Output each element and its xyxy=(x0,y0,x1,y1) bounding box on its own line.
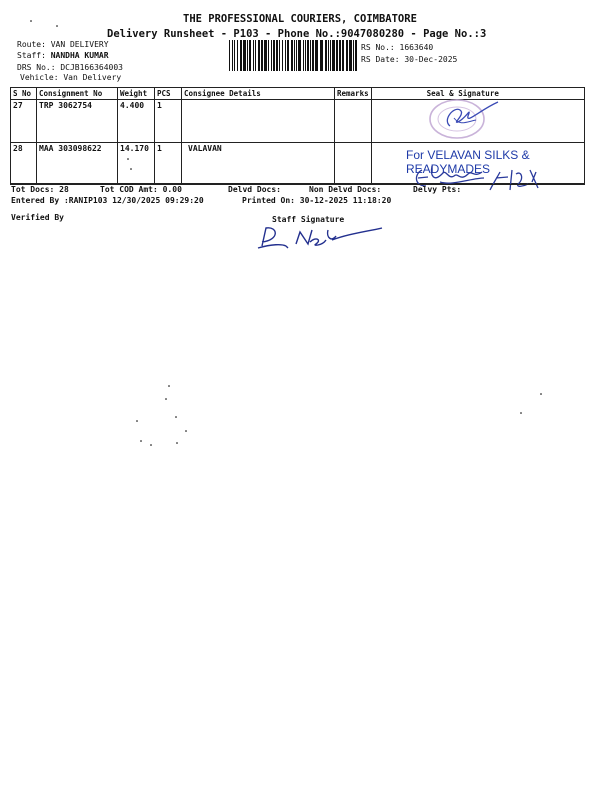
company-stamp: For VELAVAN SILKS & READYMADES xyxy=(406,148,530,176)
header-remarks: Remarks xyxy=(335,88,372,100)
printed-on: Printed On: 30-12-2025 11:18:20 xyxy=(242,196,392,205)
cell-consignment: TRP 3062754 xyxy=(37,100,118,143)
cell-remarks xyxy=(335,100,372,143)
scan-speck xyxy=(176,442,178,444)
staff-value: NANDHA KUMAR xyxy=(50,51,109,60)
runsheet-title: Delivery Runsheet - P103 - Phone No.:9047080280 - Page No.:3 xyxy=(107,28,487,40)
verified-by: Verified By xyxy=(11,213,64,222)
header-consignee: Consignee Details xyxy=(182,88,335,100)
vehicle-text: Vehicle: Van Delivery xyxy=(20,73,122,82)
scan-speck xyxy=(165,398,167,400)
cell-pcs: 1 xyxy=(155,100,182,143)
totals-separator xyxy=(10,184,585,185)
cell-remarks xyxy=(335,143,372,184)
cell-weight: 14.170 xyxy=(118,143,155,184)
cell-consignee xyxy=(182,100,335,143)
staff-signature-label: Staff Signature xyxy=(272,215,345,224)
scan-speck xyxy=(140,440,142,442)
scan-speck xyxy=(150,444,152,446)
non-delivered-docs: Non Delvd Docs: xyxy=(309,185,382,194)
header-sno: S No xyxy=(11,88,37,100)
route-text: Route: VAN DELIVERY xyxy=(17,40,109,49)
scan-speck xyxy=(168,385,170,387)
staff-signature-icon xyxy=(252,222,386,252)
header-seal: Seal & Signature xyxy=(371,88,584,100)
staff-text xyxy=(17,51,109,60)
cell-consignee: VALAVAN xyxy=(182,143,335,184)
scan-speck xyxy=(130,168,132,170)
delivered-docs: Delvd Docs: xyxy=(228,185,281,194)
header-consignment: Consignment No xyxy=(37,88,118,100)
seal-stamp-icon xyxy=(420,96,502,142)
cell-sno: 28 xyxy=(11,143,37,184)
scan-speck xyxy=(175,416,177,418)
scan-speck xyxy=(56,25,58,27)
scan-speck xyxy=(127,158,129,160)
header-pcs: PCS xyxy=(155,88,182,100)
scan-speck xyxy=(136,420,138,422)
scan-speck xyxy=(30,20,32,22)
scan-speck xyxy=(520,412,522,414)
scan-speck xyxy=(540,393,542,395)
scan-speck xyxy=(185,430,187,432)
barcode xyxy=(229,40,357,71)
drs-text: DRS No.: DCJB166364003 xyxy=(17,63,123,72)
cell-sno: 27 xyxy=(11,100,37,143)
cell-consignment: MAA 303098622 xyxy=(37,143,118,184)
delivery-points: Delvy Pts: xyxy=(413,185,462,194)
entered-by: Entered By :RANIP103 12/30/2025 09:29:20 xyxy=(11,196,204,205)
cell-pcs: 1 xyxy=(155,143,182,184)
tot-docs: Tot Docs: 28 xyxy=(11,185,69,194)
header-weight: Weight xyxy=(118,88,155,100)
cell-weight: 4.400 xyxy=(118,100,155,143)
rs-date: RS Date: 30-Dec-2025 xyxy=(361,55,458,64)
staff-label: Staff: xyxy=(17,51,51,60)
tot-cod-amount: Tot COD Amt: 0.00 xyxy=(100,185,182,194)
company-title: THE PROFESSIONAL COURIERS, COIMBATORE xyxy=(183,13,417,25)
rs-number: RS No.: 1663640 xyxy=(361,43,434,52)
